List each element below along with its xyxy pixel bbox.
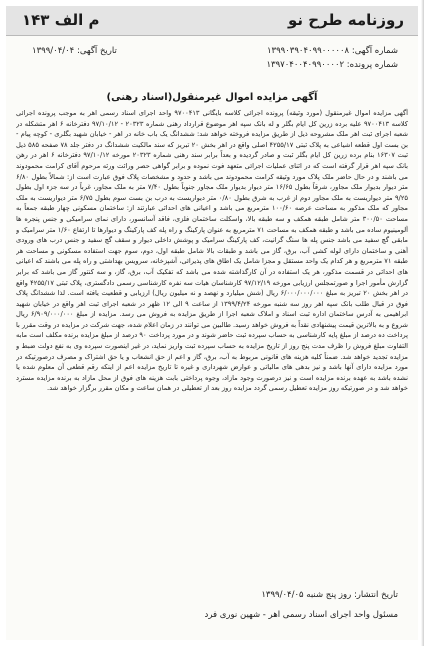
publish-date: تاریخ انتشار: روز پنج شنبه ۱۳۹۹/۰۴/۰۵ [261,590,398,600]
newspaper-page [6,6,418,640]
notice-date: تاریخ آگهی: ۱۳۹۹/۰۴/۰۴ [32,46,117,56]
notice-body: آگهی مزایده اموال غیرمنقول (مورد وثیقه) پرونده اجرائی کلاسه بایگانی ۹۷۰۰۴۱۳ واحد اجرای اسناد رسمی اهر به موجب پرونده اجرائی کلاسه ۹۷۰۰۴۱۳ علیه برده زرین کل ایام بگلر و له بانک سپه اهر موضوع قرارداد رهنی شماره ۲۰۳۲۳ - ۹۷/۱۰/۱۲ دفترخانه ۶ اهر متشکله در شعبه اجرای ثبت اهر ملک مشروحه ذیل از طریق مزایده فروخته خواهد شد: ششدانگ یک باب خانه در اهر - خیابان شهید بگلری - کوچه پیام - بن بست اول قطعه اشیاعی به پلاک ثبتی ۴۲۵۵/۱۷ اصلی واقع در اهر بخش ۲۰ تبریز که سند مالکیت ششدانگ در دفتر جلد ۷۸ صفحه ۵۸۵ ذیل ثبت ۱۶۳۰۷ بنام برده زرین کل ایام بگلر ثبت و صادر گردیده و بعداً برابر سند رهنی شماره ۲۰۳۲۳ مورخه ۹۷/۱۰/۱۲ دفترخانه ۶ اهر در رهن بانک سپه اهر قرار گرفته است که در اثنای عملیات اجرائی متعهد فوت نموده و برابر گواهی حصر وراثت ورثه مرحوم آقای کرامت محمودوند می باشند و در حال حاضر ملک پلاک مورد وثیقه کرامت محمودوند می باشد و حدود و مشخصات پلاک فوق عبارت است از: شمالاً بطول ۶/۸۰ متر دیوار بدیوار ملک مجاور، شرقاً بطول ۱۶/۶۵ متر دیوار بدیوار ملک مجاور جنوباً بطول ۷/۴۰ متر به ملک مجاور، غرباً در سه جزء اول بطول ۹/۲۵ متر دیواریست به ملک مجاور دوم از غرب به شرق بطول ۰/۸۰ متر دیواریست به درب بن بست سوم بطول ۶/۷۵ متر دیواریست به ملک مجاور که ملک مذکور به مساحت عرصه ۱۰۰/۶۰ مترمربع می باشد و اعیانی های احداثی عبارتند از: ساختمان مسکونی چهار طبقه جمعاً به مساحت ۳۰۰/۵۰ متر شامل طبقه همکف و سه طبقه بالا، واسکلت ساختمان فلزی، فاقد آسانسور، دارای نمای سرامیکی و جنس پنجره ها آلومینیوم ساده می باشد و طبقه همکف به مساحت ۷۱ مترمربع به عنوان پارکینگ و راه پله کف پارکینگ و دیوارها تا ارتفاع ۱/۶۰ متر سرامیک و مابقی گچ سفید می باشد جنس پله ها سنگ گرانیت، کف پارکینگ سرامیک و پوشش داخلی دیوار و سقف گچ سفید و جنس درب های ورودی آهنی و ساختمان دارای لوله کشی آب، برق، گاز می باشد و طبقات بالا شامل طبقه اول، دوم، سوم جهت استفاده مسکونی و مساحت هر طبقه ۷۱ مترمربع و هر کدام یک واحد مستقل و مجزا شامل یک اطاق های پذیرائی، آشپزخانه، سرویس بهداشتی و راه پله می باشند که اعیانی های احداثی در قسمت مذکور، هر یک استفاده در آن کارگذاشته شده می باشد که تفکیک آب، برق، گاز، و سه کنتور گاز می باشد که برابر گزارش مأمور اجرا و صورتمجلس ارزیابی مورخه ۹۷/۱۲/۱۹ کارشناسان هیات سه نفره کارشناسی رسمی دادگستری، پلاک ثبتی ۴۲۵۵/۱۷ واقع در اهر بخش ۲۰ تبریز به مبلغ ۶/۰۰۰/۰۰۰/۰۰۰ ریال (شش میلیارد و نهصد و نه میلیون ریال) ارزیابی و قطعیت یافته است. لذا ششدانگ پلاک فوق در قبال طلب بانک سپه اهر روز سه شنبه مورخه ۱۳۹۹/۴/۲۴ از ساعت ۹ الی ۱۲ ظهر در شعبه اجرای ثبت اهر واقع در خیابان شهید ابراهیمی به آدرس ساختمان اداره ثبت اسناد و املاک شعبه اجرا از طریق مزایده به فروش می رسد. مزایده از مبلغ ۶/۹۰۹/۰۰۰/۰۰۰ ریال شروع و به بالاترین قیمت پیشنهادی نقداً به فروش خواهد رسید. طالبین می توانند در زمان اعلام شده، جهت شرکت در مزایده در وقت مقرر با پرداخت ده درصد از مبلغ پایه کارشناسی به حساب سپرده ثبت حاضر شوند و در مورد پرداخت ۹۰ درصد از مبلغ مزایده برنده مکلف است مابه التفاوت مبلغ فروش را ظرف مدت پنج روز از تاریخ مزایده به حساب سپرده ثبت واریز نماید، در غیر اینصورت سپرده وی به نفع دولت ضبط و مزایده تجدید خواهد شد. ضمناً کلیه هزینه های قانونی مربوط به آب، برق، گاز و اعم از حق انشعاب و یا حق اشتراک و مصرف درصورتیکه در مورد مزایده دارای آنها باشد و نیز بدهی های مالیاتی و عوارض شهرداری و غیره تا تاریخ مزایده اعم از اینکه رقم قطعی آن معلوم شده یا نشده باشد به عهده برنده مزایده است و نیز درصورت وجود مازاد، وجوه پرداختی بابت هزینه های فوق از محل مازاد به برنده مزایده مسترد خواهد شد و در صورتیکه روز مزایده تعطیل رسمی گردد مزایده روز بعد از تعطیلی در همان ساعت و مکان مقرر برگزار خواهد شد. [16,109,408,393]
notice-number: شماره آگهی: ۱۳۹۹۰۳۹۰۴۰۹۹۰۰۰۰۰۸ [266,46,398,56]
newspaper-name: روزنامه طرح نو [288,11,404,29]
signature-line: مسئول واحد اجرای اسناد رسمی اهر - شهین نوری فرد [204,610,398,620]
notice-meta [266,44,398,72]
case-number: شماره پرونده: ۱۳۹۷۰۴۰۰۴۰۹۹۰۰۰۰۲ [266,60,398,70]
newspaper-header [6,6,418,36]
notice-title: آگهی مزایده اموال غیرمنقول(اسناد رهنی) [106,92,318,103]
page-code: م الف ۱۴۳ [22,11,100,29]
